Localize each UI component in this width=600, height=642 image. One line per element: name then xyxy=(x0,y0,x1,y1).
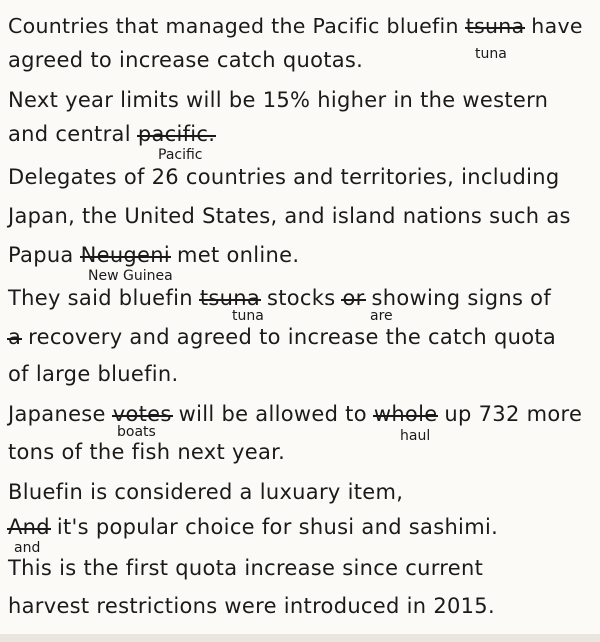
line-14-text: it's popular choice for shusi and sashimi. xyxy=(56,515,499,539)
correction-new-guinea: New Guinea xyxy=(88,268,173,284)
note-line-5: Delegates of 26 countries and territories, including xyxy=(8,165,560,189)
correction-haul: haul xyxy=(400,428,431,444)
note-line-7 xyxy=(8,243,299,267)
note-line-4 xyxy=(8,122,215,146)
correction-tuna-2: tuna xyxy=(232,308,264,324)
note-line-9 xyxy=(8,325,556,349)
note-line-1 xyxy=(8,14,583,38)
line-11-crossed-word-1: votes xyxy=(112,402,172,426)
note-line-13: Bluefin is considered a luxuary item, xyxy=(8,480,404,504)
note-line-16: harvest restrictions were introduced in 2015. xyxy=(8,594,495,618)
correction-and: and xyxy=(14,540,41,556)
line-14-crossed-word: And xyxy=(8,515,50,539)
correction-are: are xyxy=(370,308,393,324)
line-7-crossed-word: Neugeni xyxy=(80,243,171,267)
line-11-text-c: up 732 more xyxy=(444,402,583,426)
note-line-12: tons of the fish next year. xyxy=(8,440,286,464)
line-9-crossed-word: a xyxy=(8,325,22,349)
correction-boats: boats xyxy=(117,424,156,440)
line-11-text-a: Japanese xyxy=(8,402,106,426)
paper-bottom-edge xyxy=(0,634,600,642)
note-line-10: of large bluefin. xyxy=(8,362,179,386)
line-8-crossed-word-2: or xyxy=(342,286,365,310)
line-8-crossed-word-1: tsuna xyxy=(199,286,260,310)
line-8-text-c: showing signs of xyxy=(371,286,552,310)
line-1-text-b: have xyxy=(531,14,583,38)
line-1-crossed-word: tsuna xyxy=(465,14,525,38)
line-4-text: and central xyxy=(8,122,131,146)
line-9-text: recovery and agreed to increase the catch quota xyxy=(28,325,557,349)
note-line-11 xyxy=(8,402,582,426)
note-line-15: This is the first quota increase since current xyxy=(8,556,484,580)
line-7-text-a: Papua xyxy=(8,243,74,267)
line-1-text-a: Countries that managed the Pacific bluefin xyxy=(8,14,459,38)
line-8-text-a: They said bluefin xyxy=(8,286,193,310)
note-line-3: Next year limits will be 15% higher in the western xyxy=(8,88,549,112)
correction-pacific: Pacific xyxy=(158,147,203,163)
line-11-text-b: will be allowed to xyxy=(178,402,367,426)
line-7-text-b: met online. xyxy=(177,243,300,267)
note-line-14 xyxy=(8,515,498,539)
note-line-2: agreed to increase catch quotas. xyxy=(8,48,364,72)
note-line-8 xyxy=(8,286,551,310)
line-4-crossed-word: pacific. xyxy=(137,122,216,146)
line-8-text-b: stocks xyxy=(266,286,336,310)
line-11-crossed-word-2: whole xyxy=(373,402,438,426)
correction-tuna-1: tuna xyxy=(475,46,507,62)
note-line-6: Japan, the United States, and island nations such as xyxy=(8,204,571,228)
